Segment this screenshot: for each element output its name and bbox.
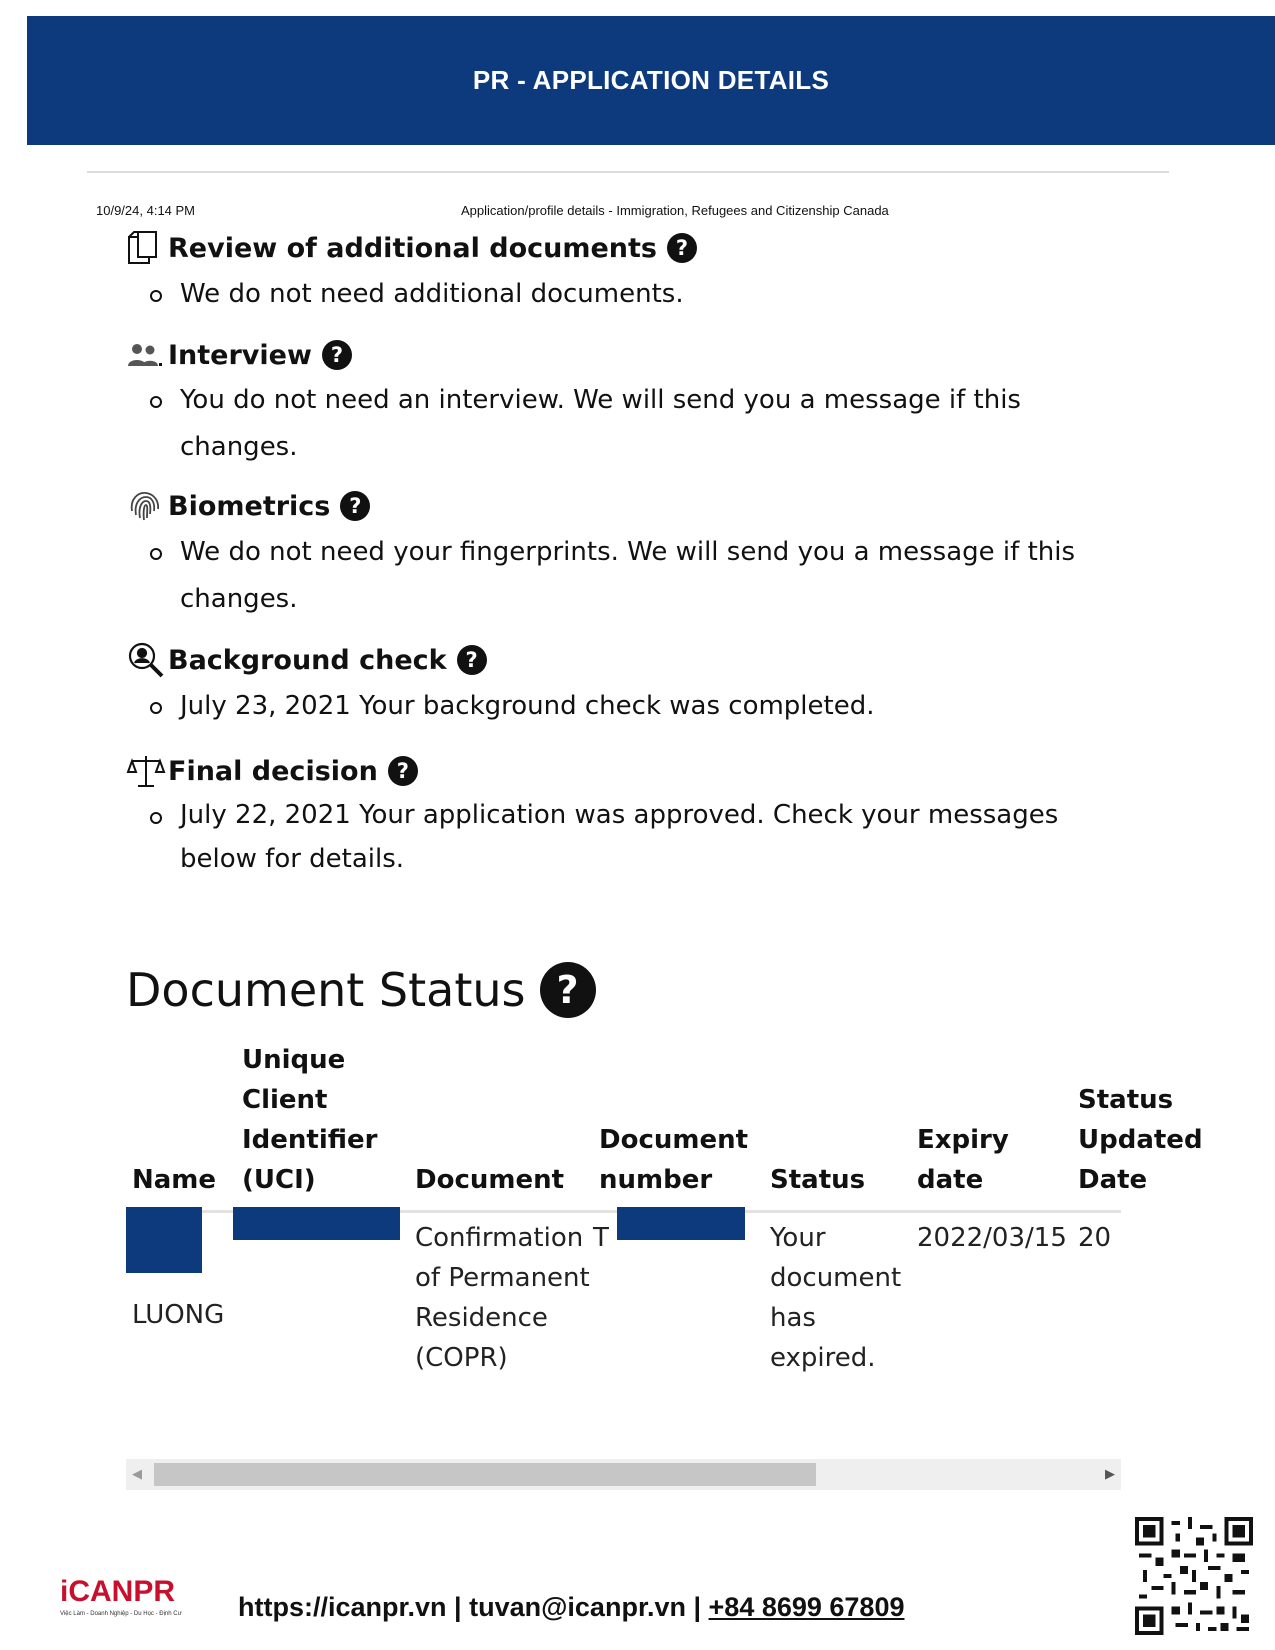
help-icon[interactable]: ?: [667, 233, 697, 263]
section-additional-documents: [126, 229, 1126, 318]
section-title: Biometrics: [168, 490, 331, 522]
section-title: Interview: [168, 339, 312, 371]
help-icon[interactable]: ?: [388, 756, 418, 786]
cell-status-updated: 20: [1078, 1223, 1112, 1253]
col-header-document-number: Document number: [599, 1125, 749, 1195]
page-banner: [27, 16, 1275, 145]
section-background-check: [126, 641, 1126, 730]
contact-links[interactable]: https://icanpr.vn | tuvan@icanpr.vn |: [238, 1592, 709, 1622]
section-biometrics: [126, 487, 1126, 623]
document-status-heading: Document Status: [126, 963, 526, 1017]
document-status-title: [126, 962, 596, 1018]
cell-document-number: T: [593, 1223, 609, 1253]
cell-name: LUONG: [132, 1300, 225, 1330]
col-header-uci: Unique Client Identifier (UCI): [242, 1045, 378, 1195]
footer-contact: [238, 1592, 904, 1623]
section-text: July 22, 2021 Your application was approved. Check your messages below for details.: [180, 793, 1100, 881]
col-header-expiry-date: Expiry date: [917, 1125, 1009, 1195]
logo-tagline: Việc Làm - Doanh Nghiệp - Du Học - Định Cư: [60, 1611, 182, 1617]
print-timestamp: 10/9/24, 4:14 PM: [96, 203, 196, 218]
col-header-document: Document: [415, 1165, 565, 1195]
fingerprint-icon: [126, 487, 166, 525]
search-person-icon: [126, 641, 166, 679]
col-header-name: Name: [132, 1165, 217, 1195]
document-status-table: [126, 1040, 1203, 1440]
help-icon[interactable]: ?: [322, 340, 352, 370]
section-final-decision: [126, 752, 1126, 881]
help-icon[interactable]: ?: [540, 962, 596, 1018]
section-interview: [126, 336, 1126, 471]
horizontal-scrollbar[interactable]: [126, 1459, 1121, 1490]
scroll-left-arrow-icon[interactable]: ◀: [132, 1467, 142, 1482]
redacted-document-number: [617, 1207, 745, 1240]
print-page-title: Application/profile details - Immigration, Refugees and Citizenship Canada: [461, 203, 889, 218]
redacted-name: [126, 1207, 202, 1273]
logo-text: iCANPR: [60, 1575, 176, 1608]
section-title: Background check: [168, 644, 447, 676]
section-text: We do not need additional documents.: [180, 271, 1100, 318]
scales-icon: [126, 752, 166, 790]
cell-document: Confirmation of Permanent Residence (COPR): [415, 1223, 590, 1373]
section-text: July 23, 2021 Your background check was completed.: [180, 683, 1100, 730]
col-header-status: Status: [770, 1165, 866, 1195]
section-text: We do not need your fingerprints. We will send you a message if this changes.: [180, 529, 1100, 623]
redacted-uci: [233, 1207, 400, 1240]
help-icon[interactable]: ?: [457, 645, 487, 675]
section-title: Final decision: [168, 755, 378, 787]
banner-title: PR - APPLICATION DETAILS: [472, 65, 830, 95]
help-icon[interactable]: ?: [340, 491, 370, 521]
section-title: Review of additional documents: [168, 232, 657, 264]
qr-code-icon: [1135, 1517, 1253, 1635]
scroll-right-arrow-icon[interactable]: ▶: [1105, 1467, 1115, 1482]
cell-status: Your document has expired.: [770, 1223, 902, 1373]
people-icon: [126, 336, 166, 374]
section-text: You do not need an interview. We will send you a message if this changes.: [180, 377, 1100, 471]
scrollbar-thumb[interactable]: [154, 1463, 816, 1486]
cell-expiry-date: 2022/03/15: [917, 1223, 1067, 1253]
phone-link[interactable]: +84 8699 67809: [708, 1592, 905, 1622]
documents-icon: [126, 229, 166, 267]
divider: [87, 171, 1169, 173]
col-header-status-updated: Status Updated Date: [1078, 1085, 1203, 1195]
icanpr-logo: [60, 1575, 200, 1625]
